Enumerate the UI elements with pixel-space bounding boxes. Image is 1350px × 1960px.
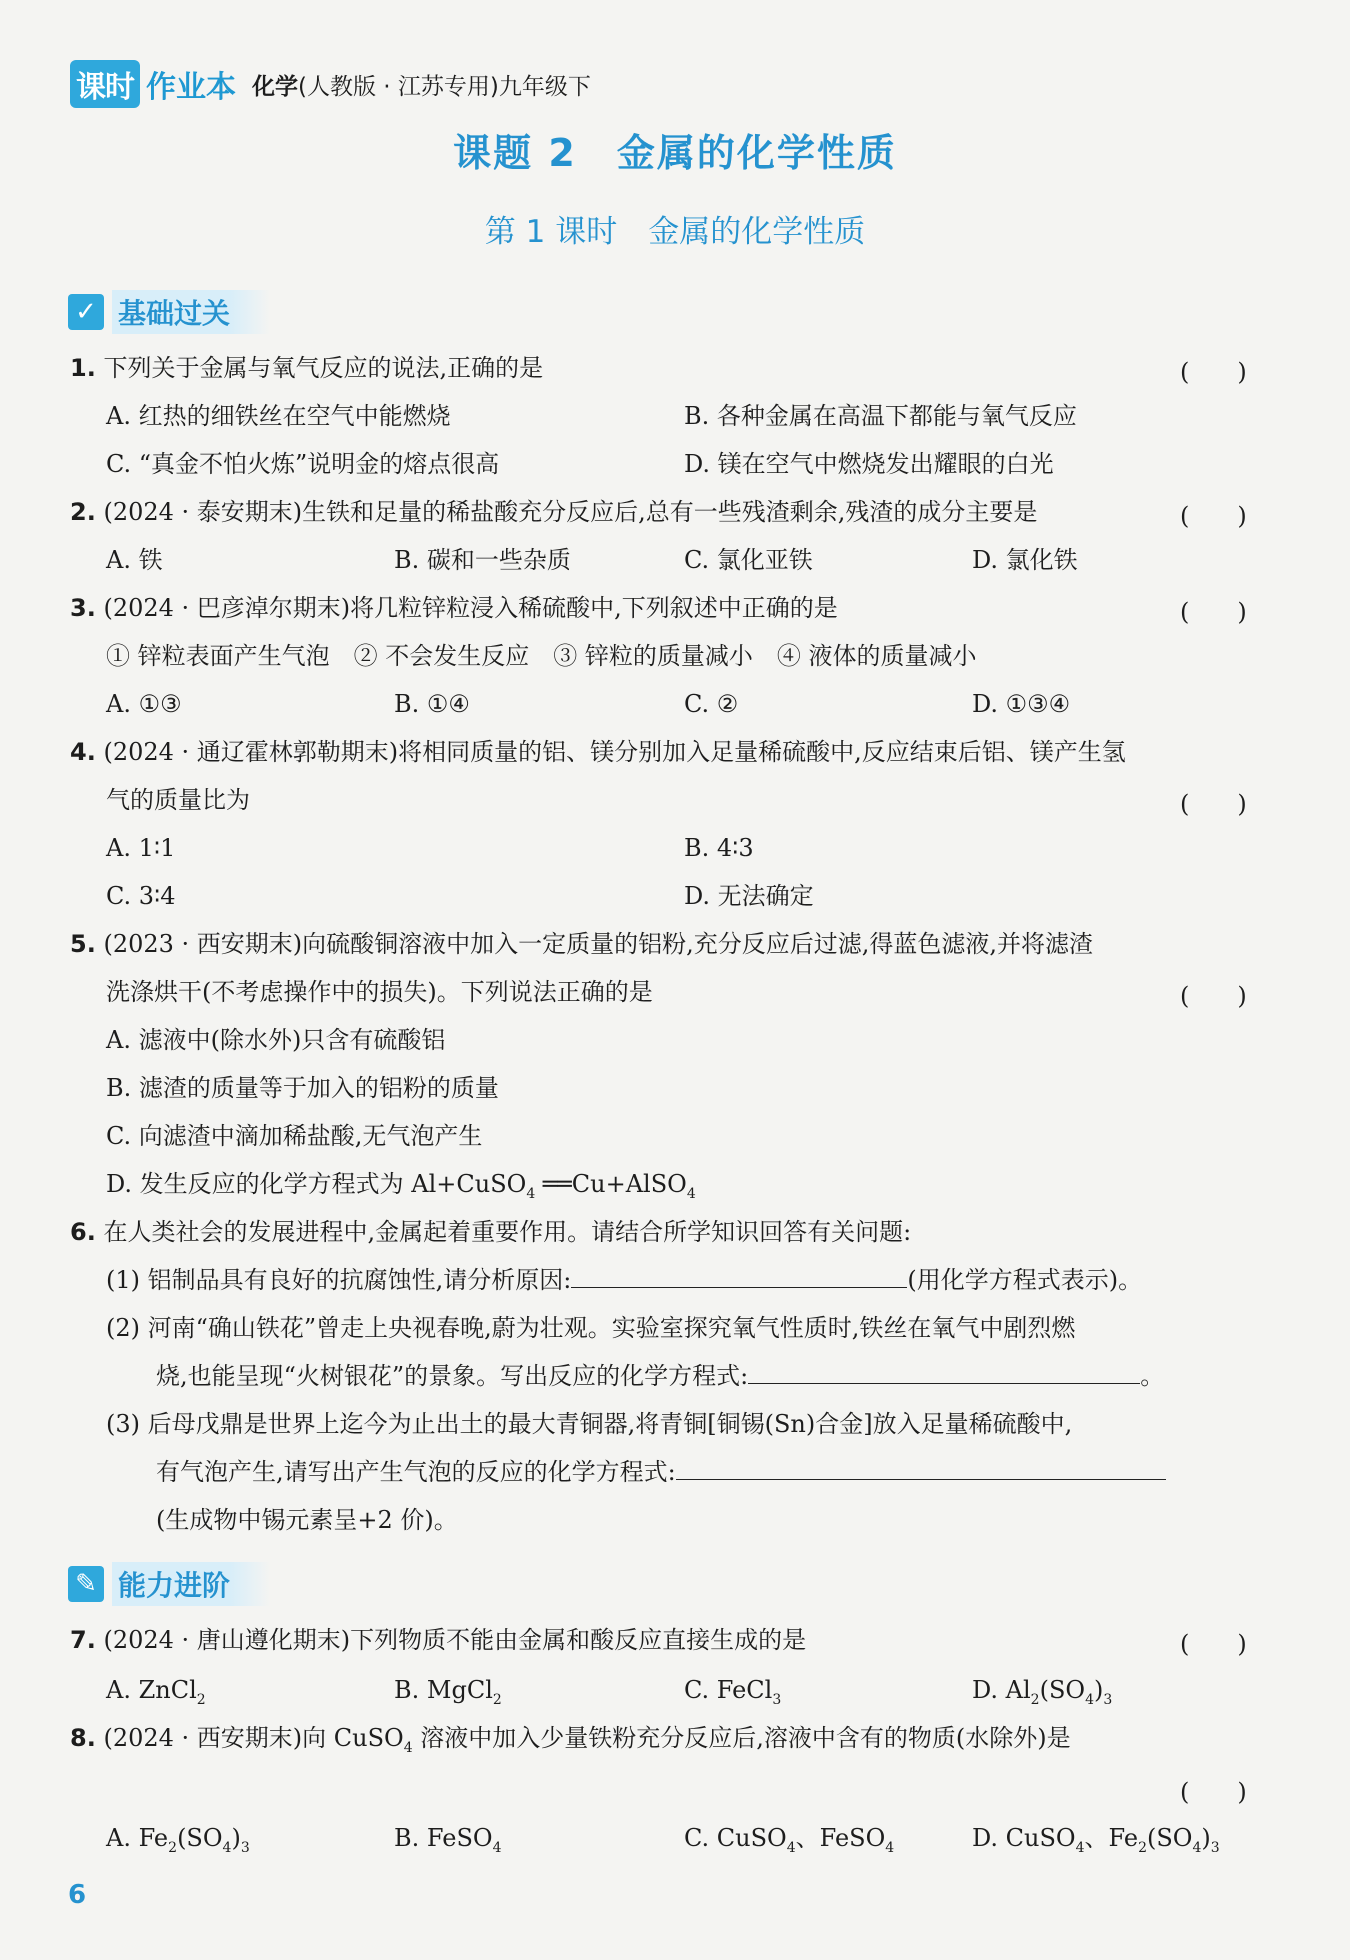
question-number: 2. [70, 498, 96, 526]
question-text: (2024 · 通辽霍林郭勒期末)将相同质量的铝、镁分别加入足量稀硫酸中,反应结束后铝、镁产生氢 [103, 738, 1126, 766]
formula: ) [231, 1824, 241, 1852]
question-text: (2024 · 泰安期末)生铁和足量的稀盐酸充分反应后,总有一些残渣剩余,残渣的成分主要是 [103, 498, 1038, 526]
section-advanced-label: 能力进阶 [112, 1562, 270, 1606]
q1-option-b: B. 各种金属在高温下都能与氧气反应 [684, 402, 1077, 430]
q7-option-b [394, 1674, 502, 1716]
formula: D. CuSO [972, 1824, 1076, 1852]
subscript: 4 [526, 1185, 536, 1202]
subscript: 4 [1085, 1691, 1094, 1708]
section-basic [68, 290, 270, 334]
brand-logo-text: 作业本 [146, 70, 236, 105]
question-text: (2024 · 巴彦淖尔期末)将几粒锌粒浸入稀硫酸中,下列叙述中正确的是 [103, 594, 838, 622]
q6-part-2-line2 [156, 1360, 1164, 1392]
question-8-stem [70, 1722, 1071, 1764]
equation-part: ══Cu+AlSO [535, 1170, 687, 1198]
formula: (SO [1039, 1676, 1086, 1704]
q5-option-d [106, 1168, 696, 1210]
lesson-title: 课题 2 金属的化学性质 [453, 131, 897, 175]
q3-option-a: A. ①③ [106, 690, 182, 718]
formula: ) [1201, 1824, 1211, 1852]
brand-logo-box: 课时 [70, 60, 140, 108]
question-4-stem [70, 736, 1126, 768]
subscript: 4 [492, 1839, 502, 1856]
q2-option-a: A. 铁 [106, 546, 163, 574]
subscript: 4 [1075, 1839, 1085, 1856]
answer-paren-1[interactable]: ( ) [1180, 358, 1247, 386]
part-text: 。 [1140, 1362, 1165, 1390]
q7-option-c [684, 1674, 781, 1716]
q6-part-3-line1: (3) 后母戊鼎是世界上迄今为止出土的最大青铜器,将青铜[铜锡(Sn)合金]放入足量稀硫酸中, [106, 1410, 1073, 1438]
question-number: 7. [70, 1626, 96, 1654]
formula: A. Fe [106, 1824, 169, 1852]
question-3-stem [70, 592, 838, 624]
q1-option-c: C. “真金不怕火炼”说明金的熔点很高 [106, 450, 500, 478]
formula: B. MgCl [394, 1676, 493, 1704]
q1-option-a: A. 红热的细铁丝在空气中能燃烧 [106, 402, 451, 430]
q4-option-d: D. 无法确定 [684, 882, 814, 910]
subscript: 4 [222, 1839, 232, 1856]
subscript: 3 [240, 1839, 250, 1856]
subject-line [252, 68, 591, 101]
question-text: 在人类社会的发展进程中,金属起着重要作用。请结合所学知识回答有关问题: [103, 1218, 912, 1246]
q2-option-c: C. 氯化亚铁 [684, 546, 813, 574]
answer-blank-6-2[interactable] [748, 1361, 1140, 1384]
subscript: 2 [168, 1839, 178, 1856]
question-5-stem-cont: 洗涤烘干(不考虑操作中的损失)。下列说法正确的是 [106, 978, 653, 1006]
question-text: 下列关于金属与氧气反应的说法,正确的是 [103, 354, 544, 382]
question-5-stem [70, 928, 1093, 960]
formula: A. ZnCl [106, 1676, 197, 1704]
question-number: 5. [70, 930, 96, 958]
q8-option-d [972, 1822, 1220, 1864]
subscript: 4 [686, 1185, 696, 1202]
part-text: 烧,也能呈现“火树银花”的景象。写出反应的化学方程式: [156, 1362, 749, 1390]
section-basic-label: 基础过关 [112, 290, 270, 334]
formula: 、FeSO [795, 1824, 886, 1852]
subscript: 2 [492, 1691, 502, 1708]
checkbox-icon: ✓ [68, 294, 104, 330]
q5-option-c: C. 向滤渣中滴加稀盐酸,无气泡产生 [106, 1122, 483, 1150]
answer-paren-7[interactable]: ( ) [1180, 1630, 1247, 1658]
q3-option-d: D. ①③④ [972, 690, 1071, 718]
answer-paren-2[interactable]: ( ) [1180, 502, 1247, 530]
q8-option-c [684, 1822, 894, 1864]
q3-option-b: B. ①④ [394, 690, 470, 718]
answer-paren-8[interactable]: ( ) [1180, 1778, 1247, 1806]
q4-option-b: B. 4∶3 [684, 834, 754, 862]
subscript: 3 [772, 1691, 782, 1708]
part-text: (1) 铝制品具有良好的抗腐蚀性,请分析原因: [106, 1266, 572, 1294]
part-text: 有气泡产生,请写出产生气泡的反应的化学方程式: [156, 1458, 676, 1486]
header [70, 62, 591, 106]
q4-option-a: A. 1∶1 [106, 834, 176, 862]
q1-option-d: D. 镁在空气中燃烧发出耀眼的白光 [684, 450, 1054, 478]
q4-option-c: C. 3∶4 [106, 882, 176, 910]
question-2-stem [70, 496, 1037, 528]
section-advanced [68, 1562, 270, 1606]
subscript: 4 [1192, 1839, 1202, 1856]
formula: ) [1093, 1676, 1104, 1704]
answer-paren-5[interactable]: ( ) [1180, 982, 1247, 1010]
question-7-stem [70, 1624, 806, 1656]
q8-option-b [394, 1822, 501, 1864]
formula: B. FeSO [394, 1824, 493, 1852]
subscript: 2 [1030, 1691, 1040, 1708]
formula: C. CuSO [684, 1824, 787, 1852]
q2-option-d: D. 氯化铁 [972, 546, 1078, 574]
q6-part-3-line2 [156, 1456, 1166, 1488]
part-text: (用化学方程式表示)。 [907, 1266, 1143, 1294]
q5-option-a: A. 滤液中(除水外)只含有硫酸铝 [106, 1026, 446, 1054]
q8-option-a [106, 1822, 250, 1864]
equation-part: D. 发生反应的化学方程式为 Al+CuSO [106, 1170, 527, 1198]
question-number: 6. [70, 1218, 96, 1246]
answer-blank-6-3[interactable] [676, 1457, 1166, 1480]
answer-paren-3[interactable]: ( ) [1180, 598, 1247, 626]
question-number: 1. [70, 354, 96, 382]
subscript: 4 [403, 1739, 413, 1756]
page-number: 6 [68, 1880, 87, 1910]
subscript: 2 [196, 1691, 206, 1708]
formula: D. Al [972, 1676, 1031, 1704]
question-text: (2024 · 西安期末)向 CuSO [103, 1724, 404, 1752]
subscript: 2 [1138, 1839, 1147, 1856]
formula: (SO [177, 1824, 223, 1852]
q6-part-3-line3: (生成物中锡元素呈+2 价)。 [156, 1506, 458, 1534]
answer-blank-6-1[interactable] [571, 1265, 907, 1288]
q2-option-b: B. 碳和一些杂质 [394, 546, 571, 574]
pencil-icon: ✎ [68, 1566, 104, 1602]
q7-option-d [972, 1674, 1112, 1716]
question-number: 8. [70, 1724, 96, 1752]
question-number: 4. [70, 738, 96, 766]
formula: 、Fe [1084, 1824, 1139, 1852]
question-1-stem [70, 352, 543, 384]
answer-paren-4[interactable]: ( ) [1180, 790, 1247, 818]
formula: C. FeCl [684, 1676, 773, 1704]
subject-name: 化学 [252, 73, 298, 100]
question-number: 3. [70, 594, 96, 622]
subscript: 4 [885, 1839, 895, 1856]
question-text: (2023 · 西安期末)向硫酸铜溶液中加入一定质量的铝粉,充分反应后过滤,得蓝色滤液,并将滤渣 [103, 930, 1094, 958]
subscript: 3 [1210, 1839, 1220, 1856]
q6-part-1 [106, 1264, 1142, 1296]
subject-edition: (人教版 · 江苏专用)九年级下 [298, 73, 591, 100]
question-4-stem-cont: 气的质量比为 [106, 786, 250, 814]
q7-option-a [106, 1674, 206, 1716]
q3-option-c: C. ② [684, 690, 739, 718]
lesson-subtitle: 第 1 课时 金属的化学性质 [484, 214, 866, 250]
q3-statements: ① 锌粒表面产生气泡 ② 不会发生反应 ③ 锌粒的质量减小 ④ 液体的质量减小 [106, 642, 977, 670]
subscript: 4 [786, 1839, 796, 1856]
q5-option-b: B. 滤渣的质量等于加入的铝粉的质量 [106, 1074, 499, 1102]
formula: (SO [1146, 1824, 1193, 1852]
question-text: 溶液中加入少量铁粉充分反应后,溶液中含有的物质(水除外)是 [412, 1724, 1071, 1752]
question-6-stem [70, 1216, 911, 1248]
question-text: (2024 · 唐山遵化期末)下列物质不能由金属和酸反应直接生成的是 [103, 1626, 807, 1654]
q6-part-2-line1: (2) 河南“确山铁花”曾走上央视春晚,蔚为壮观。实验室探究氧气性质时,铁丝在氧气中剧烈燃 [106, 1314, 1076, 1342]
subscript: 3 [1103, 1691, 1113, 1708]
